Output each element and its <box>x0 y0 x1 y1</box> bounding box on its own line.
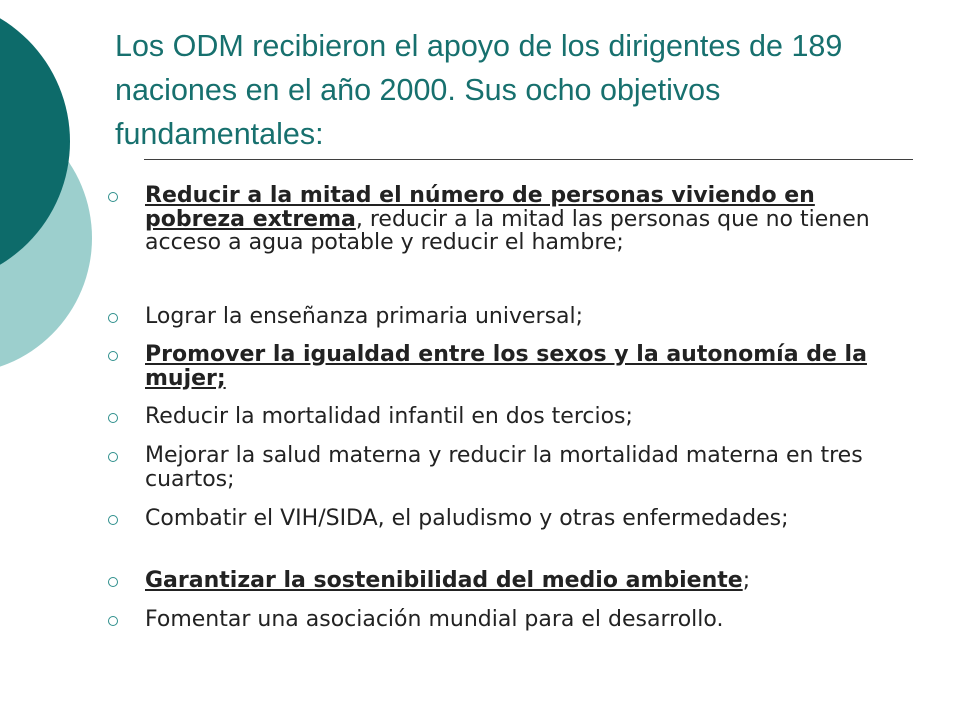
plain-text: Reducir la mortalidad infantil en dos tercios; <box>145 404 633 429</box>
list-item <box>105 343 905 390</box>
list-item-text <box>145 305 905 329</box>
list-item <box>105 444 905 491</box>
list-item-text <box>145 569 905 593</box>
emphasized-text: Promover la igualdad entre los sexos y la autonomía de la mujer; <box>145 342 867 391</box>
list-item-text <box>145 405 905 429</box>
list-item <box>105 405 905 429</box>
list-item <box>105 608 905 632</box>
emphasized-text: Reducir a la mitad el número de personas viviendo en pobreza extrema <box>145 183 815 232</box>
plain-text: Mejorar la salud materna y reducir la mortalidad materna en tres cuartos; <box>145 443 863 492</box>
plain-text: Lograr la enseñanza primaria universal; <box>145 304 584 329</box>
bullet-circle-icon <box>105 444 145 467</box>
plain-text: , reducir a la mitad las personas que no tienen acceso a agua potable y reducir el hambre; <box>145 206 870 255</box>
list-item-text <box>145 507 905 531</box>
bullet-circle-icon <box>105 343 145 366</box>
list-item <box>105 305 905 329</box>
plain-text: ; <box>742 568 751 593</box>
list-item <box>105 184 905 255</box>
list-item <box>105 569 905 593</box>
bullet-circle-icon <box>105 507 145 530</box>
bullet-circle-icon <box>105 184 145 207</box>
list-item-text <box>145 343 905 390</box>
plain-text: Fomentar una asociación mundial para el desarrollo. <box>145 607 724 632</box>
list-item-text <box>145 608 905 632</box>
plain-text: Combatir el VIH/SIDA, el paludismo y otras enfermedades; <box>145 506 789 531</box>
bullet-circle-icon <box>105 569 145 592</box>
emphasized-text: Garantizar la sostenibilidad del medio ambiente <box>145 568 743 593</box>
bullet-circle-icon <box>105 305 145 328</box>
list-item-text <box>145 184 905 255</box>
list-item <box>105 507 905 531</box>
list-item-text <box>145 444 905 491</box>
title-divider <box>144 159 913 160</box>
bullet-circle-icon <box>105 405 145 428</box>
bullet-circle-icon <box>105 608 145 631</box>
slide-title: Los ODM recibieron el apoyo de los dirigentes de 189 naciones en el año 2000. Sus ocho objetivos fundamentales: <box>115 29 843 151</box>
